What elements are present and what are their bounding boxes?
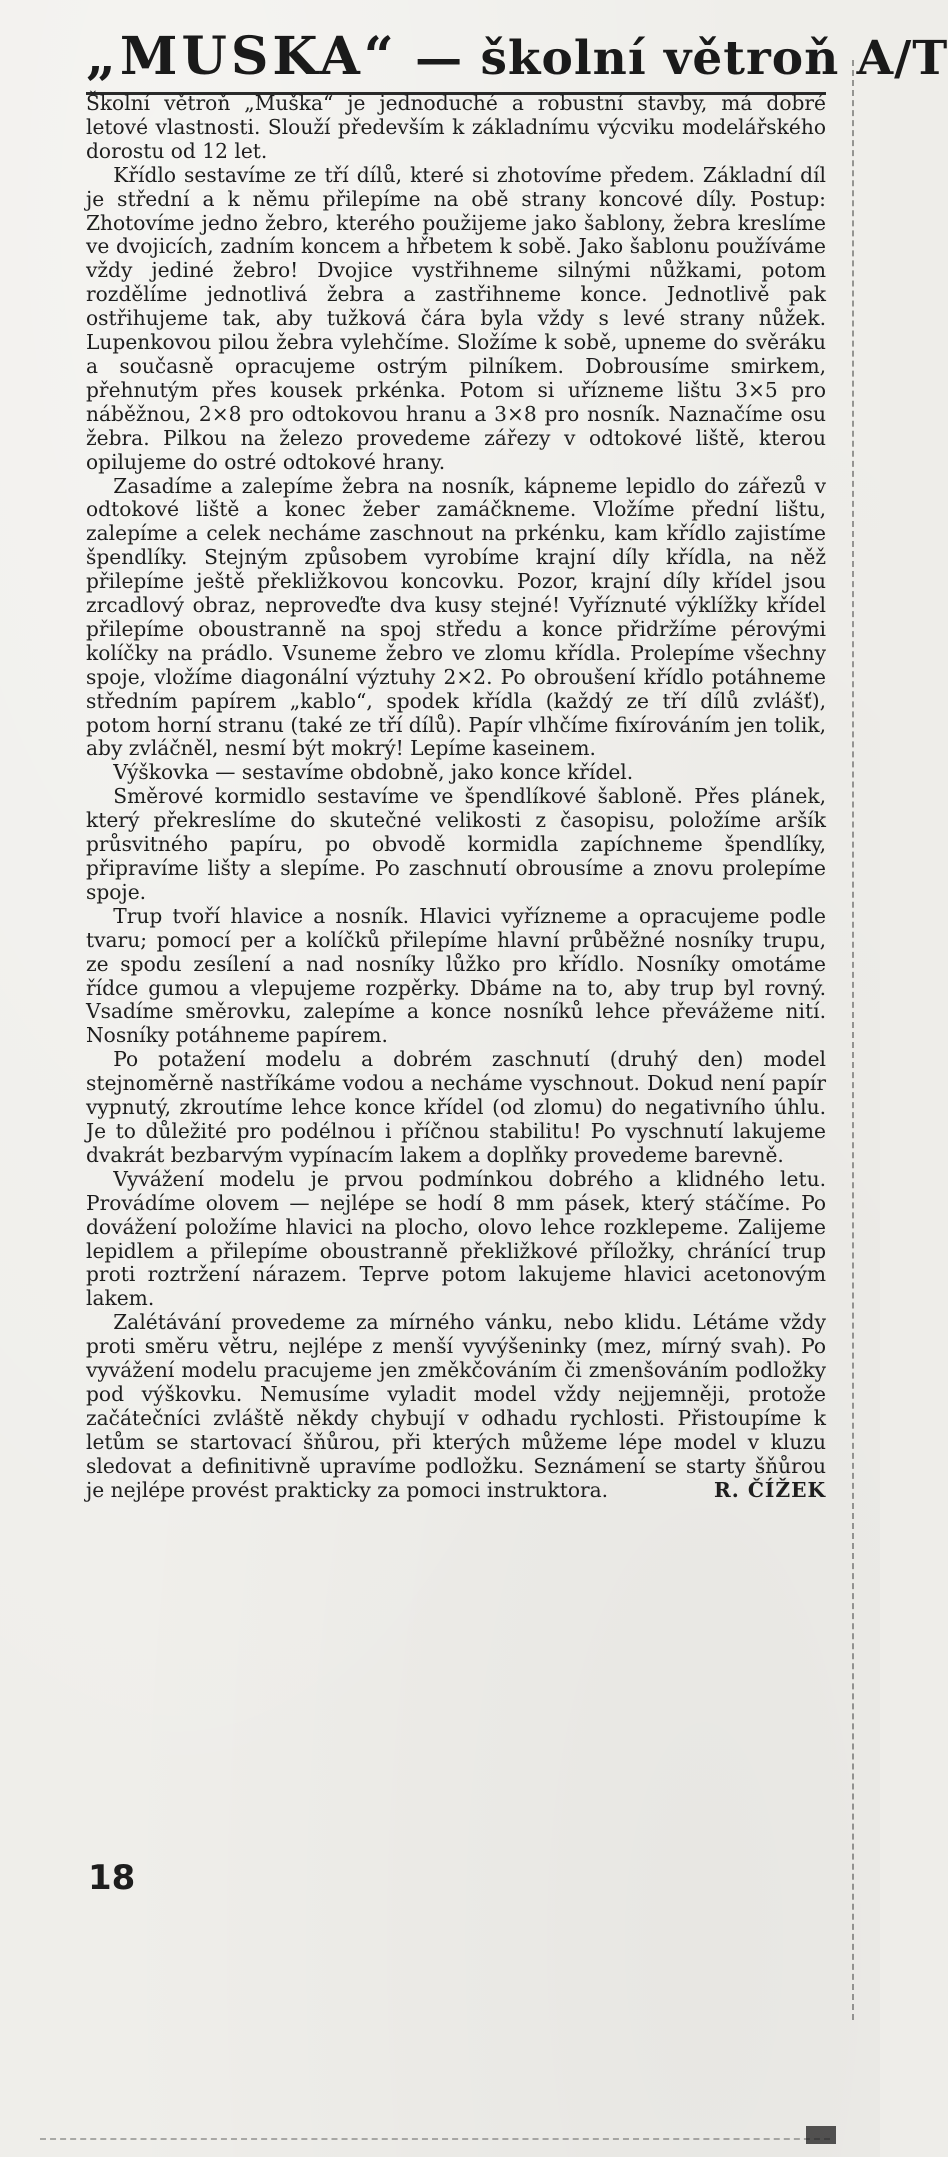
flight-testing-text: Zalétávání provedeme za mírného vánku, nebo klidu. Létáme vždy proti směru větru, nejlépe z menší vyvýšeninky (mez, mírný svah). Po vyvážení modelu pracujeme jen změkčováním či zmenšováním podložky pod výškovku. Nemusíme vyladit model vždy nejjemněji, protože začátečníci zvláště někdy chybují v odhadu rychlosti. Přistoupíme k letům se startovací šňůrou, při kterých můžeme lépe model v kluzu sledovat a definitivně upravíme podložku. Seznámení se starty šňůrou je nejlépe provést prakticky za pomoci instruktora. [86,1310,826,1502]
paragraph-stabilizer: Výškovka — sestavíme obdobně, jako konce křídel. [113,760,634,785]
article-title [86,22,948,95]
paragraph-wing: Křídlo sestavíme ze tří dílů, které si zhotovíme předem. Základní díl je střední a k němu přilepíme na obě strany koncové díly. Postup: Zhotovíme jedno žebro, kterého použijeme jako šablony, žebra kreslíme ve dvojicích, zadním koncem a hřbetem k sobě. Jako šablonu používáme vždy jediné žebro! Dvojice vystřihneme silnými nůžkami, potom rozdělíme jednotlivá žebra a zastřihneme konce. Jednotlivě pak ostřihujeme tak, aby tužková čára byla vždy s levé strany nůžek. Lupenkovou pilou žebra vylehčíme. Složíme k sobě, upneme do svěráku a současně opracujeme ostrým pilníkem. Dobrousíme smirkem, přehnutým přes kousek prkénka. Potom si uřízneme lištu 3×5 pro náběžnou, 2×8 pro odtokovou hranu a 3×8 pro nosník. Naznačíme osu žebra. Pilkou na železo provedeme zářezy v odtokové liště, kterou opilujeme do ostré odtokové hrany. [86,162,826,474]
article-body [86,92,826,1502]
paragraph-wing-assembly: Zasadíme a zalepíme žebra na nosník, kápneme lepidlo do zářezů v odtokové liště a konec žeber zamáčkneme. Vložíme přední lištu, zalepíme a celek necháme zaschnout na prkénku, kam křídlo zajistíme špendlíky. Stejným způsobem vyrobíme krajní díly křídla, na něž přilepíme ještě překližkovou koncovku. Pozor, krajní díly křídel jsou zrcadlový obraz, neproveďte dva kusy stejné! Vyříznuté výklížky křídel přilepíme oboustranně na spoj středu a konce přidržíme pérovými kolíčky na prádlo. Vsuneme žebro ve zlomu křídla. Prolepíme všechny spoje, vložíme diagonální výztuhy 2×2. Po obroušení křídlo potáhneme středním papírem „kablo“, spodek křídla (každý ze tří dílů zvlášť), potom horní stranu (také ze tří dílů). Papír vlhčíme fixírováním jen tolik, aby zvláčněl, nesmí být mokrý! Lepíme kaseinem. [86,473,826,761]
paragraph-fuselage: Trup tvoří hlavice a nosník. Hlavici vyřízneme a opracujeme podle tvaru; pomocí per a kolíčků přilepíme hlavní průběžné nosníky trupu, ze spodu zesílení a nad nosníky lůžko pro křídlo. Nosníky omotáme řídce gumou a vlepujeme rozpěrky. Dbáme na to, aby trup byl rovný. Vsadíme směrovku, zalepíme a konce nosníků lehce převážeme nití. Nosníky potáhneme papírem. [86,903,826,1048]
paragraph-flight-testing [86,1311,826,1502]
paragraph-rudder: Směrové kormidlo sestavíme ve špendlíkové šabloně. Přes plánek, který překreslíme do skutečné velikosti z časopisu, položíme aršík průsvitného papíru, po obvodě kormidla zapíchneme špendlíky, připravíme lišty a slepíme. Po zaschnutí obrousíme a znovu prolepíme spoje. [86,784,826,904]
corner-print-mark [806,2126,836,2144]
title-subtitle: — školní větroň A/T [397,31,948,86]
page-number: 18 [88,1858,136,1898]
bottom-cut-line [40,2138,830,2140]
title-model-name: „MUSKA“ [86,26,398,87]
author-signature: R. ČÍŽEK [713,1477,826,1502]
paragraph-balancing: Vyvážení modelu je prvou podmínkou dobrého a klidného letu. Provádíme olovem — nejlépe se hodí 8 mm pásek, který stáčíme. Po dovážení položíme hlavici na plocho, olovo lehce rozklepeme. Zalijeme lepidlem a přilepíme oboustranně překližkové příložky, chránící trup proti roztržení nárazem. Teprve potom lakujeme hlavici acetonovým lakem. [86,1166,826,1311]
paragraph-finishing: Po potažení modelu a dobrém zaschnutí (druhý den) model stejnoměrně nastříkáme vodou a necháme vyschnout. Dokud není papír vypnutý, zkroutíme lehce konce křídel (od zlomu) do negativního úhlu. Je to důležité pro podélnou i příčnou stabilitu! Po vyschnutí lakujeme dvakrát bezbarvým vypínacím lakem a doplňky provedeme barevně. [86,1047,826,1167]
cut-margin-line [852,60,854,2020]
paragraph-intro: Školní větroň „Muška“ je jednoduché a robustní stavby, má dobré letové vlastnosti. Slouží především k základnímu výcviku modelářského dorostu od 12 let. [86,91,826,163]
